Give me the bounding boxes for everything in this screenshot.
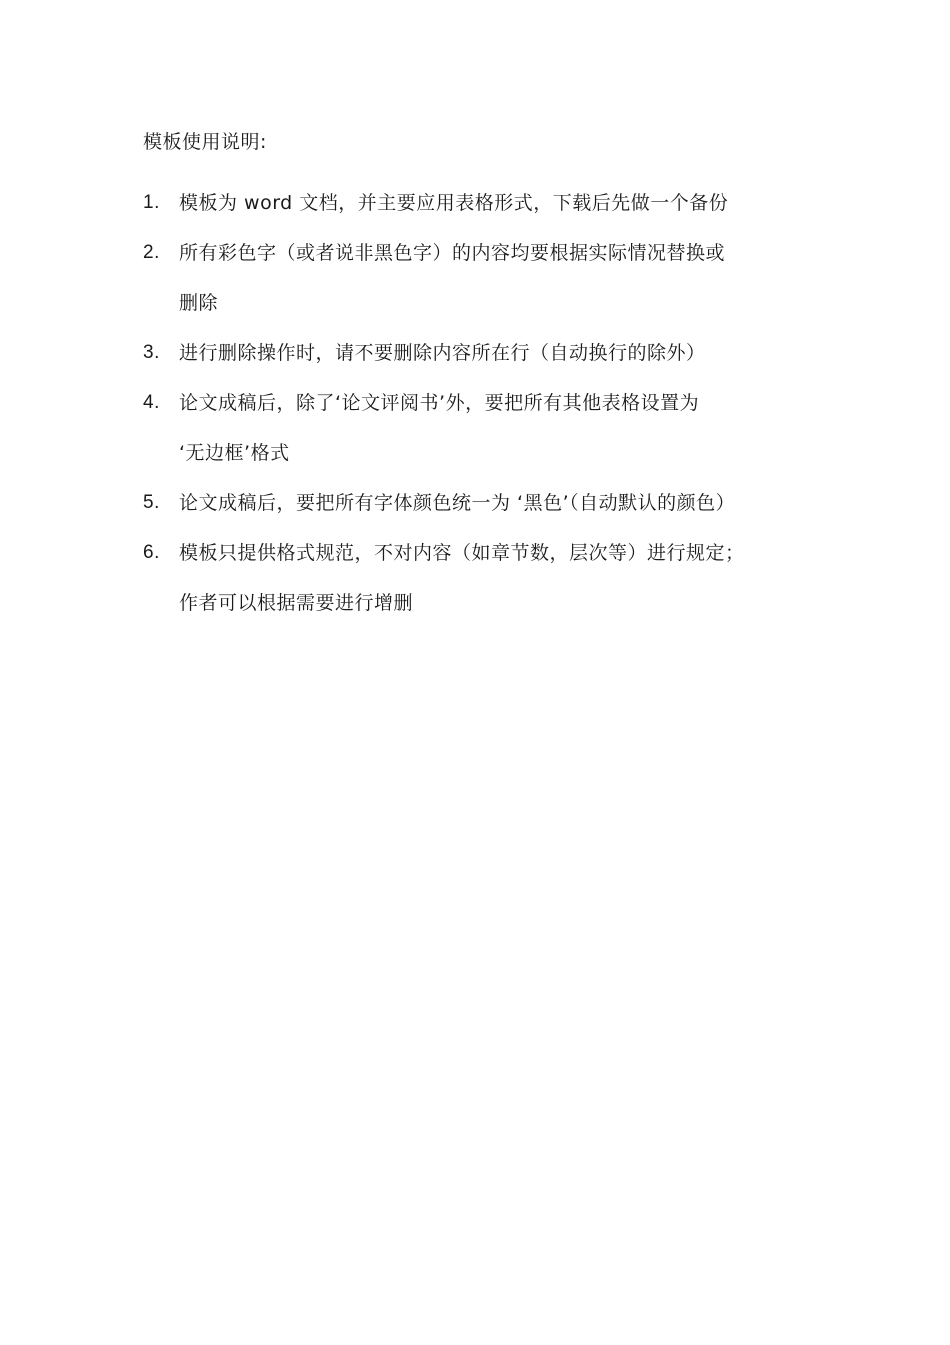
- list-item: [143, 328, 843, 378]
- item-text-line: 进行删除操作时，请不要删除内容所在行（自动换行的除外）: [179, 342, 706, 364]
- list-item: [143, 228, 843, 328]
- list-item: [143, 378, 843, 478]
- item-text-line: 论文成稿后，要把所有字体颜色统一为 ‘黑色’（自动默认的颜色）: [179, 492, 736, 514]
- item-number: 1.: [143, 192, 160, 213]
- list-item: [143, 178, 843, 228]
- item-number: 2.: [143, 242, 160, 263]
- list-item: [143, 528, 843, 628]
- instructions-list: [143, 178, 843, 628]
- item-number: 3.: [143, 342, 160, 363]
- item-text-line: 模板为 word 文档，并主要应用表格形式，下载后先做一个备份: [179, 192, 729, 214]
- item-number: 6.: [143, 542, 160, 563]
- item-text-line: 模板只提供格式规范，不对内容（如章节数，层次等）进行规定；: [179, 542, 745, 564]
- item-text-line: ‘无边框’格式: [179, 442, 290, 464]
- item-text-line: 所有彩色字（或者说非黑色字）的内容均要根据实际情况替换或: [179, 242, 726, 264]
- item-text-line: 删除: [179, 292, 219, 314]
- item-text-line: 作者可以根据需要进行增删: [179, 592, 414, 614]
- instructions-heading: 模板使用说明:: [143, 131, 267, 153]
- item-number: 4.: [143, 392, 160, 413]
- item-number: 5.: [143, 492, 160, 513]
- item-text-line: 论文成稿后，除了‘论文评阅书’外，要把所有其他表格设置为: [179, 392, 700, 414]
- list-item: [143, 478, 843, 528]
